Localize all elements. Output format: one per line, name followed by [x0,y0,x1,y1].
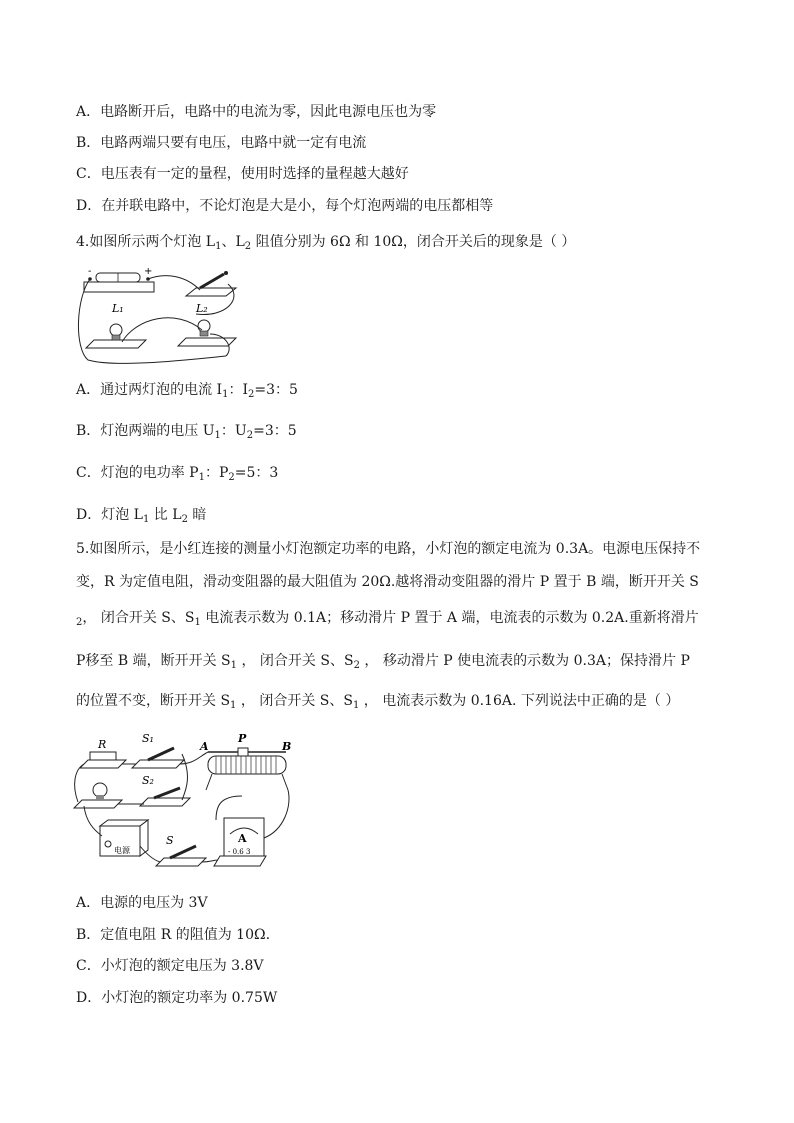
q5-stem-line-4: P移至 B 端，断开开关 $S_1$ ， 闭合开关 S、$S_2$ ， 移动滑片 P 使电流表的示数为 0.3A；保持滑片 P [76,653,690,671]
battery [84,268,154,292]
switch-s2 [140,774,190,806]
resistor-r [80,738,126,768]
svg-text:B: B [282,740,292,753]
q4-option-d: D．灯泡 $L_1$ 比 $L_2$ 暗 [76,507,207,525]
switch-s1 [132,732,184,768]
q4-option-c: C．灯泡的电功率 $P_1$：$P_2=5$：3 [76,465,279,483]
svg-text:A: A [238,832,247,845]
svg-text:-: - [88,268,92,277]
q5-option-b: B．定值电阻 R 的阻值为 10Ω. [76,927,271,943]
q3-option-b: B．电路两端只要有电压，电路中就一定有电流 [76,135,367,151]
q5-stem-line-3: $_2$， 闭合开关 S、$S_1$ 电流表示数为 0.1A；移动滑片 P 置于 A 端，电流表的示数为 0.2A.重新将滑片 [76,610,699,628]
q4-circuit-figure [76,268,246,368]
svg-text:R: R [98,738,107,751]
q5-stem-line-5: 的位置不变，断开开关 $S_1$ ， 闭合开关 S、$S_1$ ， 电流表示数为 0.16A. 下列说法中正确的是（ ） [76,693,680,711]
q3-option-c: C．电压表有一定的量程，使用时选择的量程越大越好 [76,166,409,182]
svg-text:L₁: L₁ [112,302,124,315]
svg-text:A: A [200,740,209,753]
svg-text:S₂: S₂ [142,774,154,787]
svg-text:L₂: L₂ [196,302,208,315]
switch-s [156,834,206,866]
q4-stem: 4.如图所示两个灯泡 $L_1$、$L_2$ 阻值分别为 6Ω 和 10Ω，闭合开关后的现象是（ ） [76,234,576,252]
svg-text:电源: 电源 [114,846,130,855]
svg-text:+: + [144,268,153,277]
q4-option-b: B．灯泡两端的电压 $U_1$：$U_2=3$：5 [76,423,297,441]
q3-option-a: A．电路断开后，电路中的电流为零，因此电源电压也为零 [76,104,437,120]
lamp-2 [178,302,236,346]
svg-text:- 0.6 3: - 0.6 3 [228,848,251,856]
svg-text:S₁: S₁ [142,732,154,745]
q5-stem-line-1: 5.如图所示，是小红连接的测量小灯泡额定功率的电路，小灯泡的额定电流为 0.3A。电源电压保持不 [76,541,701,557]
q5-circuit-figure [70,726,306,876]
lamp-1 [86,302,146,348]
svg-text:P: P [238,732,247,745]
q4-option-a: A．通过两灯泡的电流 $I_1$：$I_2=3$：5 [76,382,298,400]
switch [186,271,236,296]
ammeter [214,818,266,866]
lamp [74,783,122,808]
svg-text:S: S [166,834,174,847]
q5-stem-line-2: 变，R 为定值电阻，滑动变阻器的最大阻值为 20Ω.越将滑动变阻器的滑片 P 置于 B 端，断开开关 S [76,574,699,590]
q5-option-d: D．小灯泡的额定功率为 0.75W [76,990,278,1006]
sliding-rheostat [199,732,291,790]
q5-option-a: A．电源的电压为 3V [76,895,208,911]
q3-option-d: D．在并联电路中，不论灯泡是大是小，每个灯泡两端的电压都相等 [76,198,494,214]
q5-option-c: C．小灯泡的额定电压为 3.8V [76,958,264,974]
power-source [100,820,148,856]
